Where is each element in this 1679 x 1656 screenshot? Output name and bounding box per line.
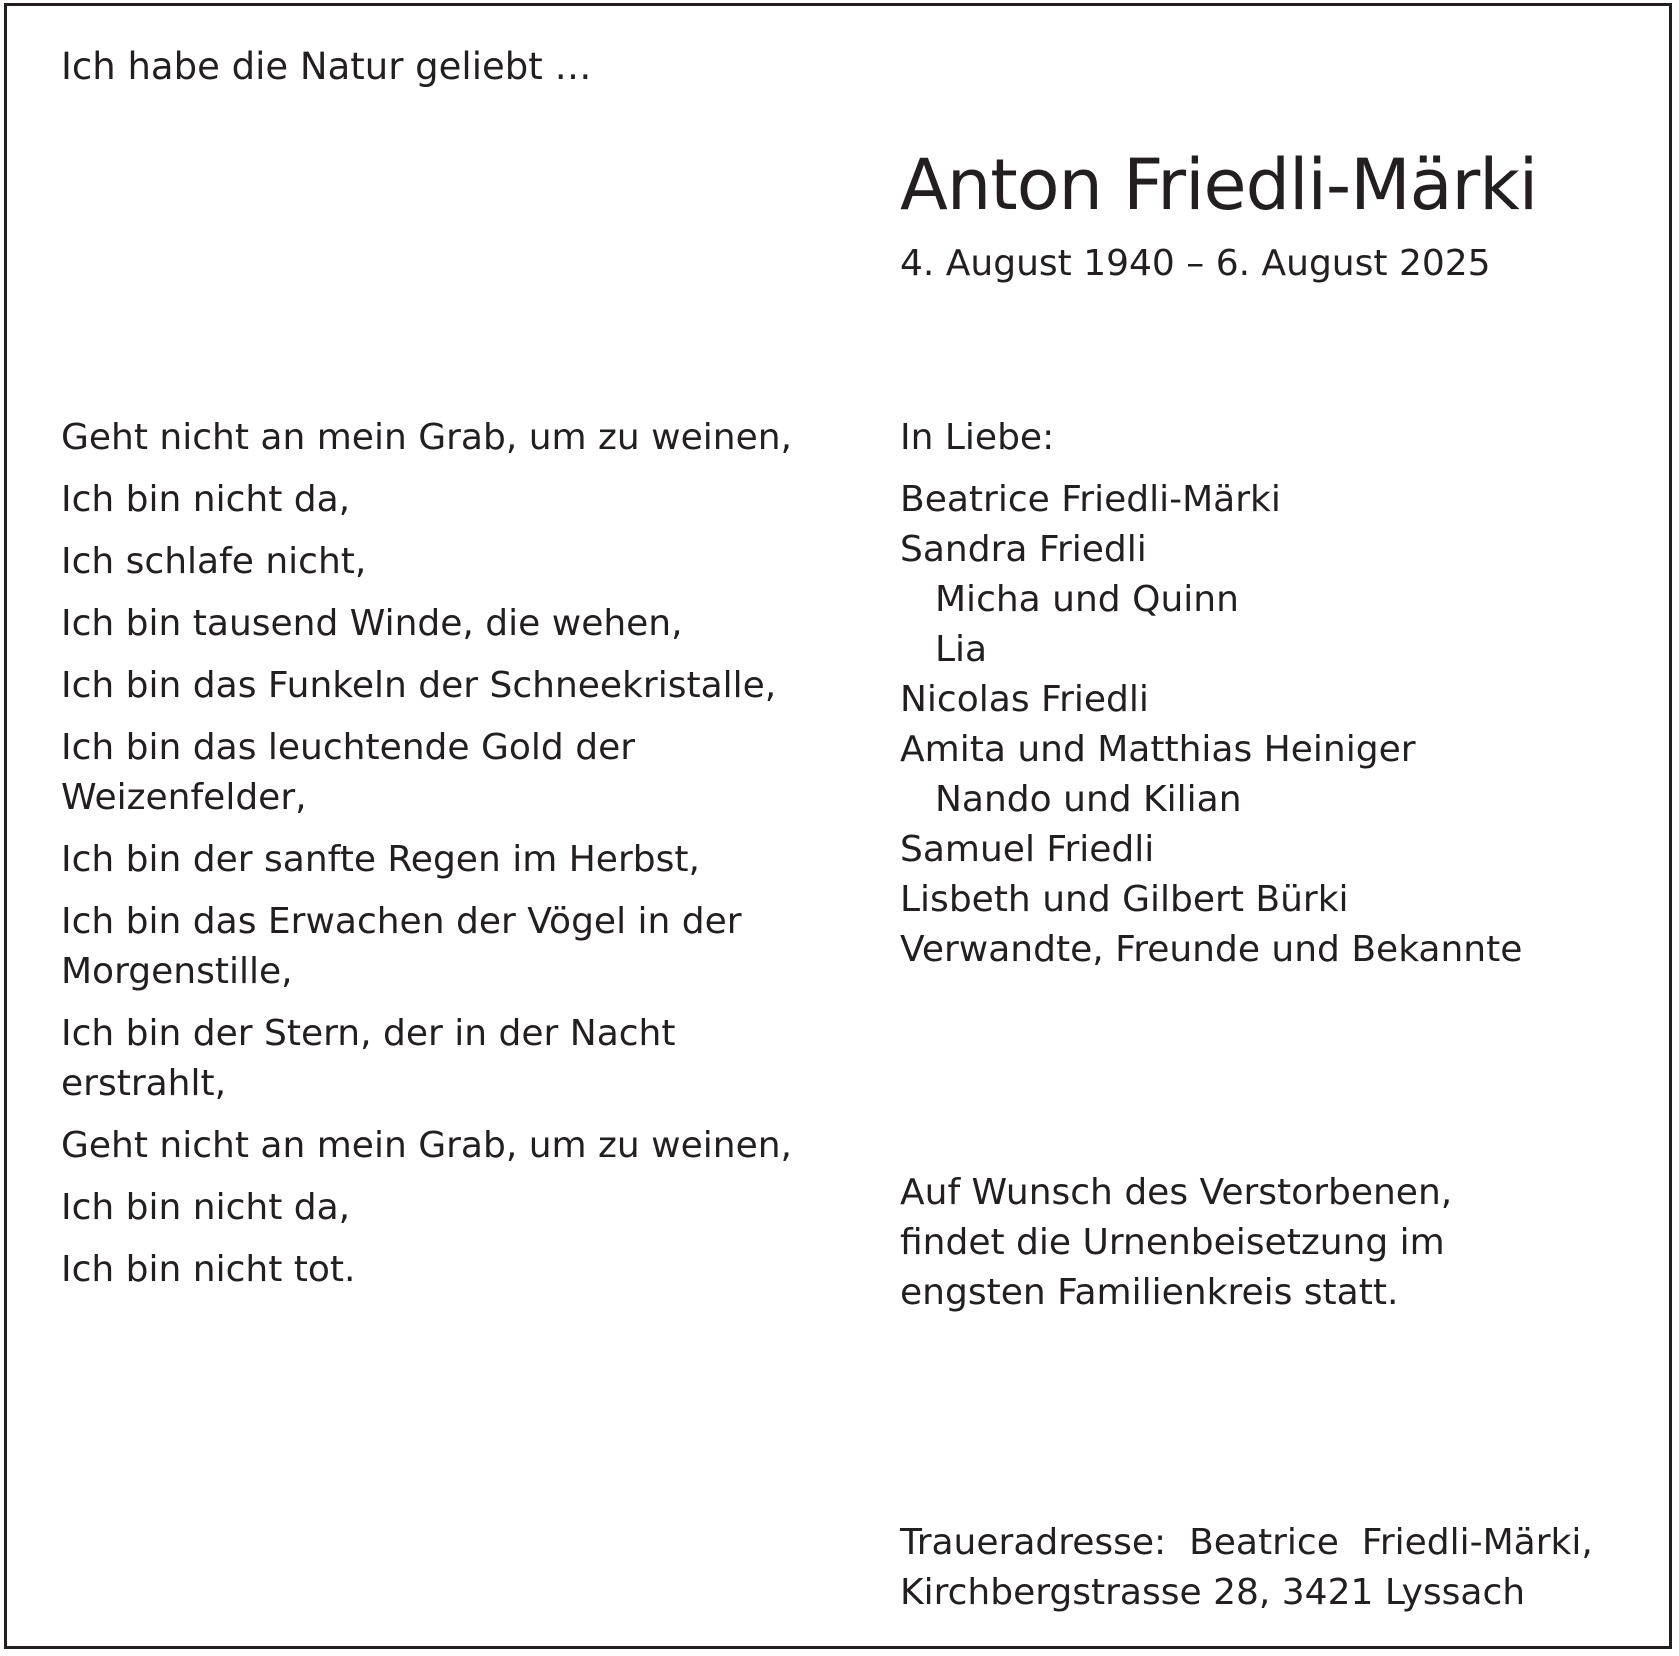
notice-line: Auf Wunsch des Verstorbenen, (900, 1172, 1453, 1213)
poem-line: Geht nicht an mein Grab, um zu weinen, (61, 417, 793, 458)
deceased-name: Anton Friedli-Märki (900, 144, 1538, 226)
poem-line: Ich bin der sanfte Regen im Herbst, (61, 839, 700, 880)
mourners-list (900, 413, 1640, 975)
poem-line: Ich bin nicht tot. (61, 1249, 356, 1290)
poem-line: Ich schlafe nicht, (61, 541, 367, 582)
notice-line: engsten Familienkreis statt. (900, 1272, 1399, 1313)
address-line: Kirchbergstrasse 28, 3421 Lyssach (900, 1572, 1526, 1613)
poem-line: Ich bin der Stern, der in der Nacht erstrahlt, (61, 1013, 676, 1104)
poem-line: Ich bin nicht da, (61, 479, 351, 520)
poem-line: Ich bin das Funkeln der Schneekristalle, (61, 665, 777, 706)
mourner: Lisbeth und Gilbert Bürki (900, 879, 1349, 920)
mourner: Amita und Matthias Heiniger (900, 729, 1416, 770)
mourner: Beatrice Friedli-Märki (900, 479, 1281, 520)
mourning-address (900, 1518, 1640, 1618)
funeral-notice (900, 1168, 1640, 1318)
poem-line: Geht nicht an mein Grab, um zu weinen, (61, 1125, 793, 1166)
poem-line: Ich bin das leuchtende Gold der Weizenfelder, (61, 727, 636, 818)
life-dates: 4. August 1940 – 6. August 2025 (900, 243, 1491, 284)
poem-line: Ich bin nicht da, (61, 1187, 351, 1228)
mourner: Nando und Kilian (935, 779, 1242, 820)
mourners-heading: In Liebe: (900, 417, 1055, 458)
mourner: Lia (935, 629, 988, 670)
address-line: Traueradresse: Beatrice Friedli-Märki, (900, 1522, 1593, 1563)
mourner: Verwandte, Freunde und Bekannte (900, 929, 1523, 970)
mourner: Samuel Friedli (900, 829, 1155, 870)
poem-line: Ich bin tausend Winde, die wehen, (61, 603, 683, 644)
poem-line: Ich bin das Erwachen der Vögel in der Morgenstille, (61, 901, 742, 992)
mourner: Sandra Friedli (900, 529, 1147, 570)
notice-line: findet die Urnenbeisetzung im (900, 1222, 1445, 1263)
mourner: Micha und Quinn (935, 579, 1239, 620)
motto-text: Ich habe die Natur geliebt … (61, 45, 592, 88)
mourner: Nicolas Friedli (900, 679, 1149, 720)
poem (61, 413, 841, 1307)
